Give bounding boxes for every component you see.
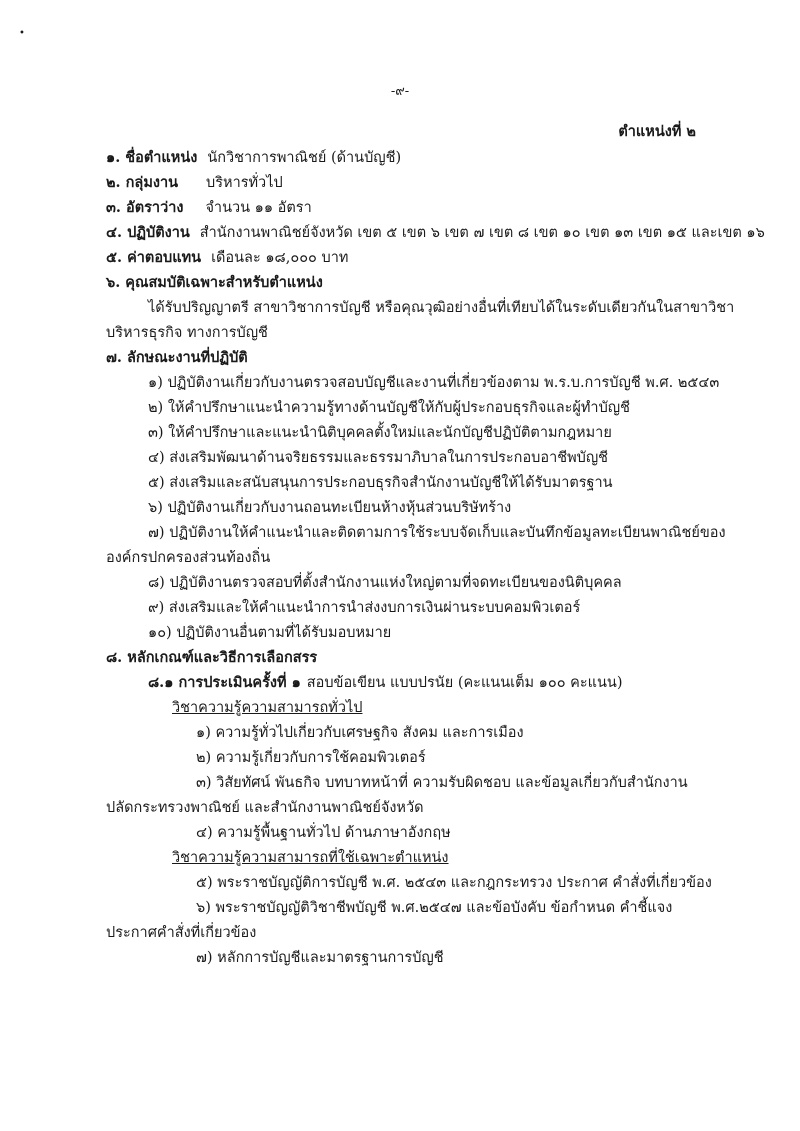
general-knowledge-heading: วิชาความรู้ความสามารถทั่วไป [172, 700, 363, 716]
general-item-continuation: ปลัดกระทรวงพาณิชย์ และสำนักงานพาณิชย์จังหวัด [106, 800, 424, 816]
evaluation-round-1: ๘.๑ การประเมินครั้งที่ ๑ สอบข้อเขียน แบบปรนัย (คะแนนเต็ม ๑๐๐ คะแนน) [148, 674, 623, 691]
general-item: ๑) ความรู้ทั่วไปเกี่ยวกับเศรษฐกิจ สังคม และการเมือง [196, 725, 524, 741]
duty-item: ๔) ส่งเสริมพัฒนาด้านจริยธรรมและธรรมาภิบาลในการประกอบอาชีพบัญชี [148, 450, 609, 466]
page-number: -๙- [390, 84, 410, 99]
duty-item: ๕) ส่งเสริมและสนับสนุนการประกอบธุรกิจสำนักงานบัญชีให้ได้รับมาตรฐาน [148, 475, 613, 491]
qualification-line-2: บริหารธุรกิจ ทางการบัญชี [106, 325, 268, 341]
item-salary: ๕. ค่าตอบแทน เดือนละ ๑๘,๐๐๐ บาท [106, 249, 349, 266]
duty-item: ๑๐) ปฏิบัติงานอื่นตามที่ได้รับมอบหมาย [148, 625, 392, 641]
position-tag: ตำแหน่งที่ ๒ [618, 123, 696, 140]
specific-item-continuation: ประกาศคำสั่งที่เกี่ยวข้อง [106, 925, 257, 941]
duty-item-continuation: องค์กรปกครองส่วนท้องถิ่น [106, 550, 271, 566]
item-vacancy: ๓. อัตราว่าง จำนวน ๑๑ อัตรา [106, 199, 312, 216]
duty-item: ๖) ปฏิบัติงานเกี่ยวกับงานถอนทะเบียนห้างหุ้นส่วนบริษัทร้าง [148, 500, 512, 516]
duty-item: ๘) ปฏิบัติงานตรวจสอบที่ตั้งสำนักงานแห่งใหญ่ตามที่จดทะเบียนของนิติบุคคล [148, 575, 622, 591]
general-item: ๓) วิสัยทัศน์ พันธกิจ บทบาทหน้าที่ ความรับผิดชอบ และข้อมูลเกี่ยวกับสำนักงาน [196, 775, 688, 791]
general-item: ๒) ความรู้เกี่ยวกับการใช้คอมพิวเตอร์ [196, 750, 426, 766]
duty-item: ๓) ให้คำปรึกษาและแนะนำนิติบุคคลตั้งใหม่และนักบัญชีปฏิบัติตามกฎหมาย [148, 425, 612, 441]
specific-item: ๕) พระราชบัญญัติการบัญชี พ.ศ. ๒๕๔๓ และกฎกระทรวง ประกาศ คำสั่งที่เกี่ยวข้อง [196, 875, 712, 891]
criteria-heading: ๘. หลักเกณฑ์และวิธีการเลือกสรร [106, 649, 318, 666]
specific-item: ๗) หลักการบัญชีและมาตรฐานการบัญชี [196, 950, 444, 966]
item-qualification-heading: ๖. คุณสมบัติเฉพาะสำหรับตำแหน่ง [106, 274, 323, 291]
item-work-location: ๔. ปฏิบัติงาน สำนักงานพาณิชย์จังหวัด เขต ๕ เขต ๖ เขต ๗ เขต ๘ เขต ๑๐ เขต ๑๓ เขต ๑๕ และเขต ๑๖ [106, 224, 765, 241]
duty-item: ๗) ปฏิบัติงานให้คำแนะนำและติดตามการใช้ระบบจัดเก็บและบันทึกข้อมูลทะเบียนพาณิชย์ของ [148, 525, 726, 541]
duty-item: ๑) ปฏิบัติงานเกี่ยวกับงานตรวจสอบบัญชีและงานที่เกี่ยวข้องตาม พ.ร.บ.การบัญชี พ.ศ. ๒๕๔๓ [148, 375, 720, 391]
duty-item: ๒) ให้คำปรึกษาแนะนำความรู้ทางด้านบัญชีให้กับผู้ประกอบธุรกิจและผู้ทำบัญชี [148, 400, 630, 416]
item-position-name: ๑. ชื่อตำแหน่ง นักวิชาการพาณิชย์ (ด้านบัญชี) [106, 149, 402, 166]
qualification-line-1: ได้รับปริญญาตรี สาขาวิชาการบัญชี หรือคุณวุฒิอย่างอื่นที่เทียบได้ในระดับเดียวกันในสาขาวิชา [148, 300, 735, 316]
general-item: ๔) ความรู้พื้นฐานทั่วไป ด้านภาษาอังกฤษ [196, 825, 451, 841]
specific-knowledge-heading: วิชาความรู้ความสามารถที่ใช้เฉพาะตำแหน่ง [172, 850, 449, 866]
specific-item: ๖) พระราชบัญญัติวิชาชีพบัญชี พ.ศ.๒๕๔๗ และข้อบังคับ ข้อกำหนด คำชี้แจง [196, 900, 673, 916]
scan-mark: • [19, 28, 25, 39]
duty-item: ๙) ส่งเสริมและให้คำแนะนำการนำส่งงบการเงินผ่านระบบคอมพิวเตอร์ [148, 600, 581, 616]
item-work-group: ๒. กลุ่มงาน บริหารทั่วไป [106, 174, 283, 191]
duties-heading: ๗. ลักษณะงานที่ปฏิบัติ [106, 349, 248, 366]
